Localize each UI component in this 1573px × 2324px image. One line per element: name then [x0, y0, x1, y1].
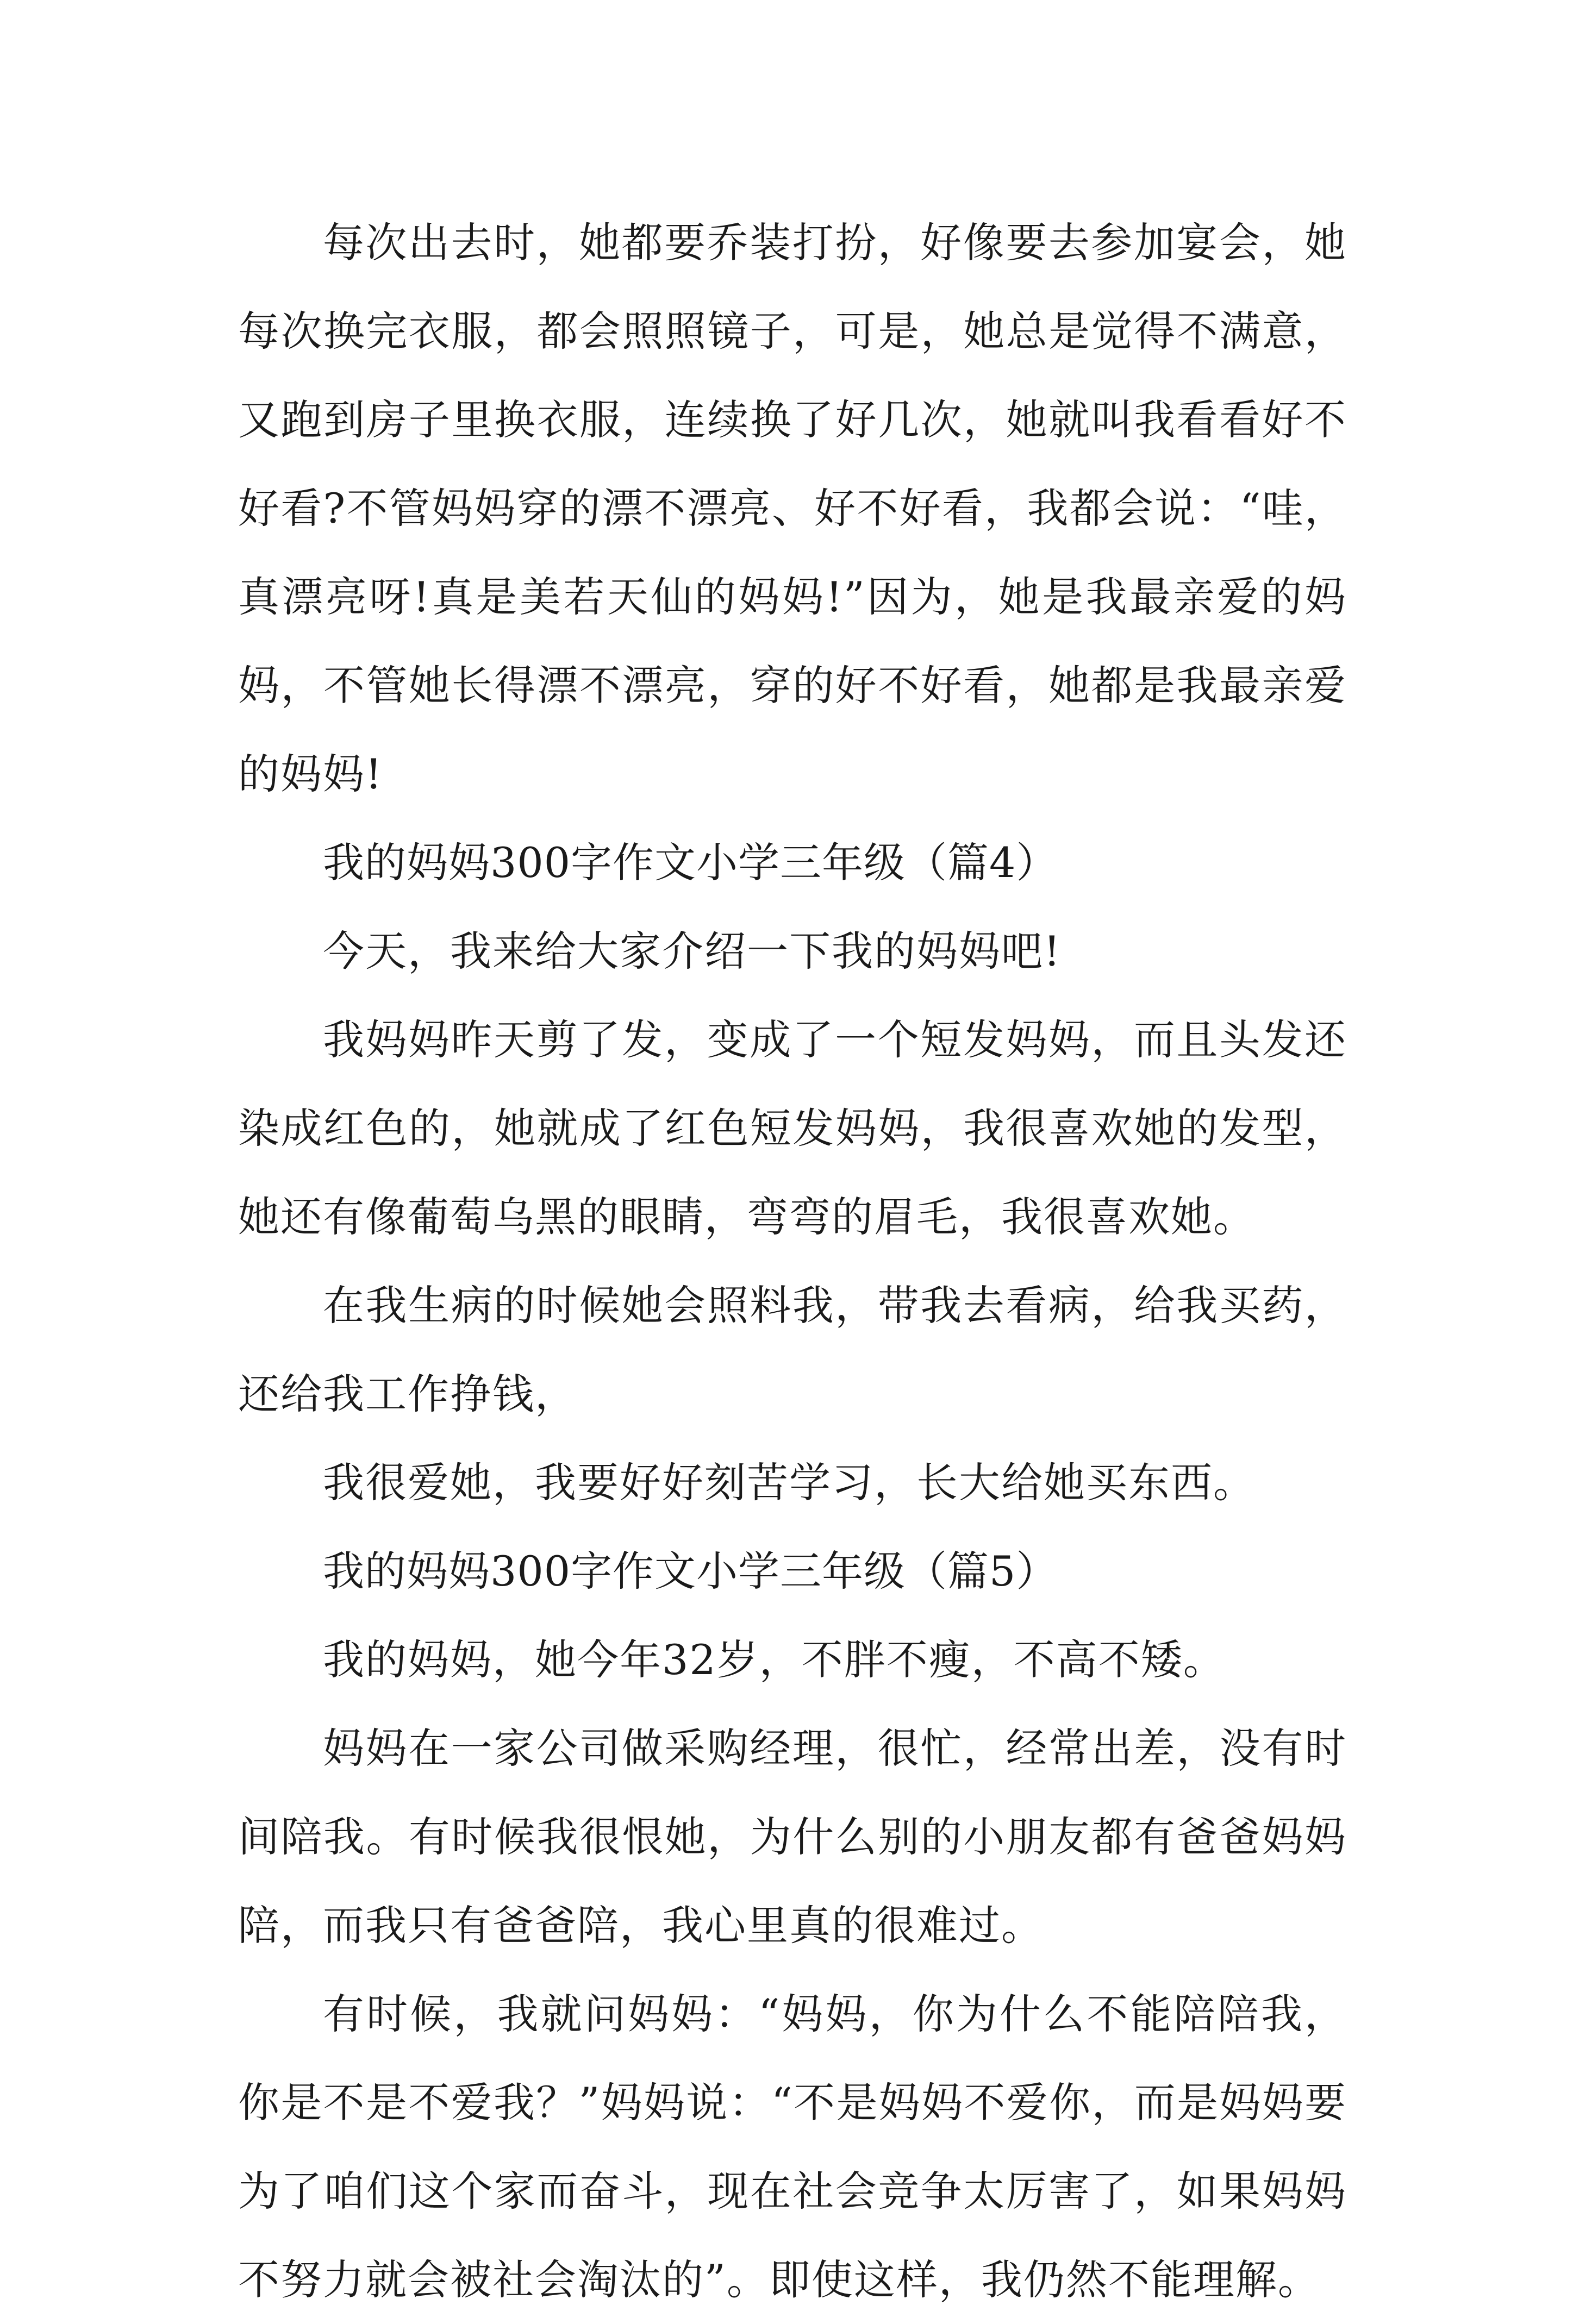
paragraph-introduction: 今天，我来给大家介绍一下我的妈妈吧! — [323, 927, 1062, 975]
paragraph-dressing-up: 每次出去时，她都要乔装打扮，好像要去参加宴会，她每次换完衣服，都会照照镜子，可是，她总是觉得不满意，又跑到房子里换衣服，连续换了好几次，她就叫我看看好不好看?不管妈妈穿的漂不漂亮、好不好看，我都会说：“哇，真漂亮呀!真是美若天仙的妈妈!”因为，她是我最亲爱的妈妈，不管她长得漂不漂亮，穿的好不好看，她都是我最亲爱的妈妈! — [238, 218, 1347, 798]
section-heading-part-5: 我的妈妈300字作文小学三年级（篇5） — [323, 1547, 1058, 1595]
paragraph-age: 我的妈妈，她今年32岁，不胖不瘦，不高不矮。 — [323, 1636, 1226, 1684]
paragraph-haircut: 我妈妈昨天剪了发，变成了一个短发妈妈，而且头发还染成红色的，她就成了红色短发妈妈，我很喜欢她的发型，她还有像葡萄乌黑的眼睛，弯弯的眉毛，我很喜欢她。 — [238, 1016, 1347, 1241]
paragraph-busy-job: 妈妈在一家公司做采购经理，很忙，经常出差，没有时间陪我。有时候我很恨她，为什么别的小朋友都有爸爸妈妈陪，而我只有爸爸陪，我心里真的很难过。 — [238, 1724, 1347, 1950]
paragraph-conversation: 有时候，我就问妈妈：“妈妈，你为什么不能陪陪我，你是不是不爱我？”妈妈说：“不是妈妈不爱你，而是妈妈要为了咱们这个家而奋斗，现在社会竞争太厉害了，如果妈妈不努力就会被社会淘汰的”。即使这样，我仍然不能理解。 — [238, 1990, 1347, 2304]
paragraph-love: 我很爱她，我要好好刻苦学习，长大给她买东西。 — [323, 1458, 1256, 1507]
paragraph-care-when-sick: 在我生病的时候她会照料我，带我去看病，给我买药，还给我工作挣钱， — [238, 1281, 1347, 1418]
section-heading-part-4: 我的妈妈300字作文小学三年级（篇4） — [323, 838, 1058, 887]
document-body — [238, 198, 1347, 2324]
